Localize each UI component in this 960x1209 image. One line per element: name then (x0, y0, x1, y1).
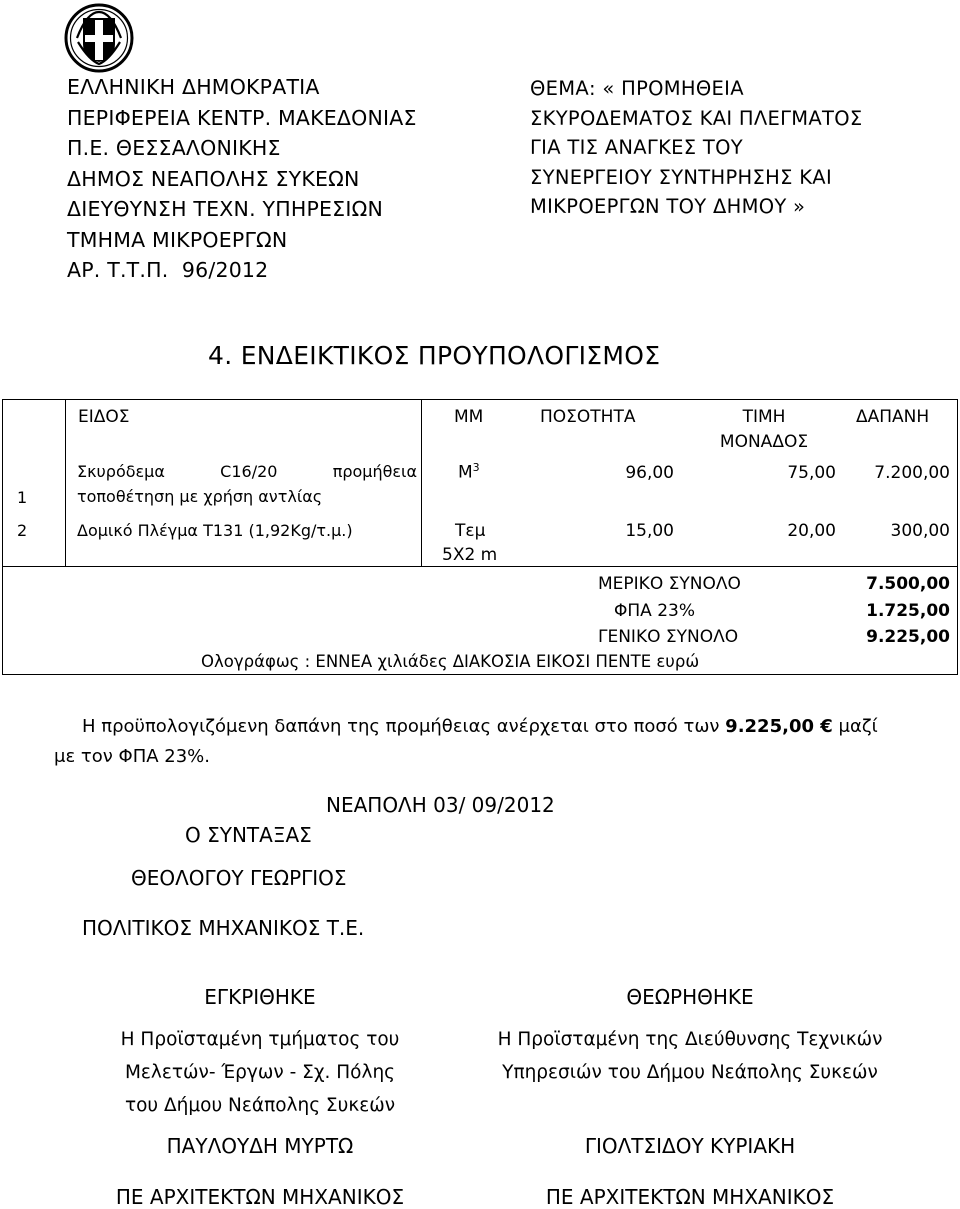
approval-status: ΕΓΚΡΙΘΗΚΕ (204, 985, 316, 1009)
issuer-line: ΕΛΛΗΝΙΚΗ ΔΗΜΟΚΡΑΤΙΑ (67, 75, 320, 99)
header-quantity: ΠΟΣΟΤΗΤΑ (540, 407, 636, 427)
place-date: ΝΕΑΠΟΛΗ 03/ 09/2012 (326, 793, 555, 817)
row-unit (458, 461, 480, 483)
subject-line: ΣΥΝΕΡΓΕΙΟΥ ΣΥΝΤΗΡΗΣΗΣ ΚΑΙ (530, 165, 832, 189)
header-cost: ΔΑΠΑΝΗ (856, 407, 930, 427)
subject-block (530, 74, 863, 222)
header-unit: ΜΜ (454, 407, 484, 427)
subject-line: ΣΚΥΡΟΔΕΜΑΤΟΣ ΚΑΙ ΠΛΕΓΜΑΤΟΣ (530, 106, 863, 130)
reviewer-position-line: Η Προϊσταμένη της Διεύθυνσης Τεχνικών (497, 1029, 883, 1050)
row-item-line2: τοποθέτηση με χρήση αντλίας (77, 487, 323, 506)
compiler-title: ΠΟΛΙΤΙΚΟΣ ΜΗΧΑΝΙΚΟΣ Τ.Ε. (82, 916, 365, 940)
budget-statement (54, 712, 942, 772)
table-divider (65, 399, 66, 566)
issuer-line: ΠΕΡΙΦΕΡΕΙΑ ΚΕΝΤΡ. ΜΑΚΕΔΟΝΙΑΣ (67, 105, 417, 130)
protocol-number: ΑΡ. Τ.Τ.Π. 96/2012 (67, 258, 269, 282)
reviewer-title: ΠΕ ΑΡΧΙΤΕΚΤΩΝ ΜΗΧΑΝΙΚΟΣ (545, 1185, 835, 1209)
issuer-line: ΤΜΗΜΑ ΜΙΚΡΟΕΡΓΩΝ (67, 227, 288, 252)
greek-emblem-icon (63, 2, 135, 74)
reviewer-position (460, 1023, 920, 1089)
issuer-block (67, 72, 417, 286)
row-unit-price: 20,00 (787, 521, 836, 541)
vat-value: 1.725,00 (866, 601, 950, 621)
table-divider (2, 566, 957, 567)
reviewer-position-line: Υπηρεσιών του Δήμου Νεάπολης Συκεών (502, 1062, 878, 1083)
item-word: προμήθεια (332, 462, 417, 481)
approval-position (60, 1023, 460, 1122)
grand-total-label: ΓΕΝΙΚΟ ΣΥΝΟΛΟ (598, 627, 739, 647)
amount-in-words: Ολογράφως : ΕΝΝΕΑ χιλιάδες ΔΙΑΚΟΣΙΑ ΕΙΚΟΣΙ ΠΕΝΤΕ ευρώ (201, 652, 700, 671)
row-unit: Τεμ (455, 521, 486, 541)
row-item-line1: Δομικό Πλέγμα Τ131 (1,92Kg/τ.μ.) (77, 521, 353, 540)
subject-line: ΘΕΜΑ: « ΠΡΟΜΗΘΕΙΑ (530, 77, 744, 100)
statement-amount: 9.225,00 € (725, 716, 833, 737)
approval-position-line: του Δήμου Νεάπολης Συκεών (124, 1095, 396, 1116)
approver-title: ΠΕ ΑΡΧΙΤΕΚΤΩΝ ΜΗΧΑΝΙΚΟΣ (115, 1185, 405, 1209)
review-status: ΘΕΩΡΗΘΗΚΕ (626, 985, 754, 1009)
item-word: C16/20 (220, 462, 278, 481)
section-title: 4. ΕΝΔΕΙΚΤΙΚΟΣ ΠΡΟΥΠΟΛΟΓΙΣΜΟΣ (208, 341, 661, 370)
reviewer-name: ΓΙΟΛΤΣΙΔΟΥ ΚΥΡΙΑΚΗ (584, 1134, 796, 1158)
row-number: 2 (17, 521, 28, 540)
row-quantity: 15,00 (625, 521, 674, 541)
issuer-line: ΔΗΜΟΣ ΝΕΑΠΟΛΗΣ ΣΥΚΕΩΝ (67, 166, 360, 191)
issuer-line: ΔΙΕΥΘΥΝΣΗ ΤΕΧΝ. ΥΠΗΡΕΣΙΩΝ (67, 197, 383, 221)
subtotal-label: ΜΕΡΙΚΟ ΣΥΝΟΛΟ (598, 574, 741, 594)
statement-text: Η προϋπολογιζόμενη δαπάνη της προμήθειας ανέρχεται στο ποσό των (82, 716, 726, 737)
compiler-role: Ο ΣΥΝΤΑΞΑΣ (185, 823, 312, 847)
row-quantity: 96,00 (625, 463, 674, 483)
approver-name: ΠΑΥΛΟΥΔΗ ΜΥΡΤΩ (166, 1134, 354, 1158)
row-cost: 7.200,00 (874, 463, 950, 483)
row-unit-sup: 3 (472, 461, 480, 474)
subtotal-value: 7.500,00 (866, 574, 950, 594)
row-unit-text: Μ (458, 462, 473, 483)
statement-line2: με τον ΦΠΑ 23%. (54, 746, 210, 767)
row-cost: 300,00 (890, 521, 950, 541)
approval-position-line: Η Προϊσταμένη τμήματος του (120, 1029, 400, 1050)
vat-label: ΦΠΑ 23% (614, 601, 695, 621)
row-item-line1 (77, 462, 417, 481)
header-unit-price-l1: ΤΙΜΗ (742, 407, 786, 427)
header-item: ΕΙΔΟΣ (78, 407, 130, 427)
grand-total-value: 9.225,00 (866, 627, 950, 647)
compiler-name: ΘΕΟΛΟΓΟΥ ΓΕΩΡΓΙΟΣ (131, 866, 347, 890)
table-divider (421, 399, 422, 566)
row-unit-line2: 5Χ2 m (442, 545, 498, 565)
header-unit-price (719, 407, 809, 452)
item-word: Σκυρόδεμα (77, 462, 165, 481)
header-unit-price-l2: ΜΟΝΑΔΟΣ (719, 432, 809, 452)
subject-line: ΓΙΑ ΤΙΣ ΑΝΑΓΚΕΣ ΤΟΥ (530, 136, 743, 159)
approval-position-line: Μελετών- Έργων - Σχ. Πόλης (124, 1062, 396, 1083)
budget-table (2, 399, 958, 675)
statement-text-end: μαζί (832, 716, 878, 737)
row-number: 1 (17, 488, 28, 507)
subject-line: ΜΙΚΡΟΕΡΓΩΝ ΤΟΥ ΔΗΜΟΥ » (530, 195, 806, 218)
row-unit-price: 75,00 (787, 463, 836, 483)
issuer-line: Π.Ε. ΘΕΣΣΑΛΟΝΙΚΗΣ (67, 136, 281, 160)
